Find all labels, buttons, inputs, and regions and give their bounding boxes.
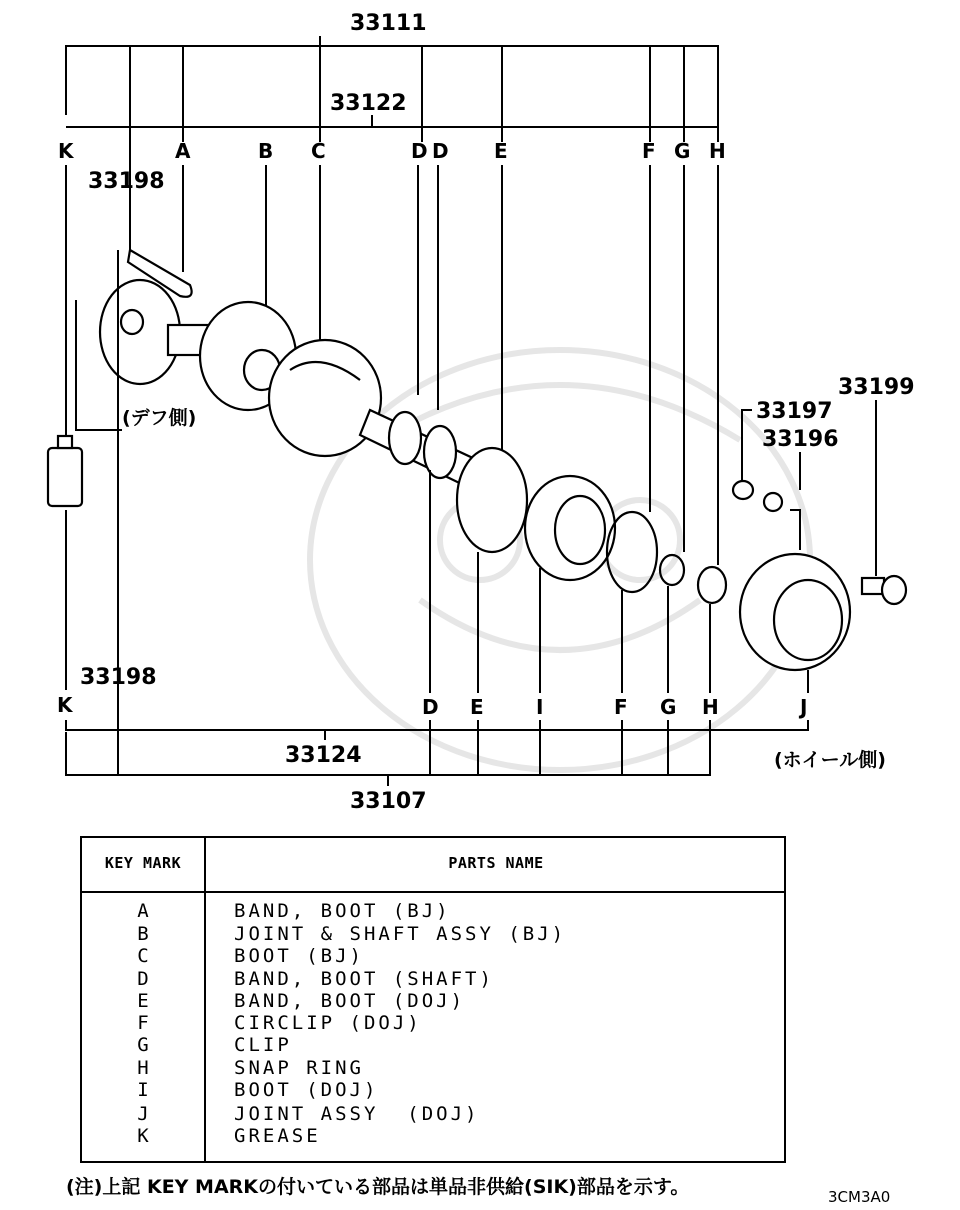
part-number-33196: 33196 xyxy=(762,427,839,452)
key-letter-d2-top: D xyxy=(432,139,449,163)
table-row xyxy=(82,900,784,922)
key-mark-header: KEY MARK xyxy=(104,854,182,872)
table-row xyxy=(82,1103,784,1125)
key-cell: D xyxy=(137,968,149,990)
table-row xyxy=(82,1012,784,1034)
name-cell: SNAP RING xyxy=(234,1057,364,1079)
key-cell: F xyxy=(137,1012,149,1034)
band-d1 xyxy=(389,412,421,464)
bolt-33199-head xyxy=(882,576,906,604)
key-letter-g-bottom: G xyxy=(660,695,677,719)
key-letter-k-top: K xyxy=(58,139,74,163)
key-cell: E xyxy=(137,990,149,1012)
part-number-33198-diff: 33198 xyxy=(88,169,165,194)
part-number-33197: 33197 xyxy=(756,399,833,424)
bracket-33107 xyxy=(66,732,710,786)
part-number-33124: 33124 xyxy=(285,743,362,768)
figure-code: 3CM3A0 xyxy=(828,1188,891,1206)
table-row xyxy=(82,1079,784,1101)
table-row xyxy=(82,1034,784,1056)
bottom-key-letters xyxy=(57,693,807,719)
table-row xyxy=(82,968,784,990)
bolt-33199-shank xyxy=(862,578,884,594)
bracket-33111 xyxy=(66,36,718,250)
name-cell: BAND, BOOT (BJ) xyxy=(234,900,451,922)
key-letter-d-bottom: D xyxy=(422,695,439,719)
table-row xyxy=(82,945,784,967)
key-letter-f-top: F xyxy=(642,139,656,163)
name-cell: JOINT ASSY (DOJ) xyxy=(234,1103,480,1125)
band-e xyxy=(457,448,527,552)
name-cell: CLIP xyxy=(234,1034,292,1056)
joint-j xyxy=(740,554,850,670)
diff-side-label: (デフ側) xyxy=(122,407,197,429)
key-letter-c-top: C xyxy=(311,139,326,163)
part-number-33199: 33199 xyxy=(838,375,915,400)
bracket-33122 xyxy=(66,115,718,127)
parts-name-header: PARTS NAME xyxy=(448,854,544,872)
table-row xyxy=(82,990,784,1012)
bracket-33124 xyxy=(66,720,808,775)
table-row xyxy=(82,923,784,945)
diff-side-group xyxy=(48,250,850,670)
part-number-33198-grease: 33198 xyxy=(80,665,157,690)
part-number-33111: 33111 xyxy=(350,11,427,36)
key-letter-h-top: H xyxy=(709,139,726,163)
band-d2 xyxy=(424,426,456,478)
key-letter-e-top: E xyxy=(494,139,508,163)
key-letter-b-top: B xyxy=(258,139,274,163)
name-cell: BOOT (DOJ) xyxy=(234,1079,379,1101)
footnote: (注)上記 KEY MARKの付いている部品は単品非供給(SIK)部品を示す。 xyxy=(66,1176,690,1198)
key-letter-i-bottom: I xyxy=(536,695,544,719)
boot-c xyxy=(269,340,381,456)
nut-33197 xyxy=(733,481,753,499)
key-cell: I xyxy=(137,1079,149,1101)
table-header-divider xyxy=(82,891,784,893)
name-cell: GREASE xyxy=(234,1125,321,1147)
top-key-letters xyxy=(58,139,726,163)
name-cell: BAND, BOOT (SHAFT) xyxy=(234,968,494,990)
washer-33196 xyxy=(764,493,782,511)
table-row xyxy=(82,1125,784,1147)
grease-nozzle xyxy=(58,436,72,448)
key-letter-a-top: A xyxy=(175,139,191,163)
key-cell: C xyxy=(137,945,149,967)
snap-ring-h xyxy=(698,567,726,603)
table-row xyxy=(82,1057,784,1079)
part-number-33107: 33107 xyxy=(350,789,427,814)
key-cell: G xyxy=(137,1034,149,1056)
name-cell: BOOT (BJ) xyxy=(234,945,364,967)
name-cell: BAND, BOOT (DOJ) xyxy=(234,990,466,1012)
name-cell: JOINT & SHAFT ASSY (BJ) xyxy=(234,923,567,945)
key-letter-g-top: G xyxy=(674,139,691,163)
key-cell: J xyxy=(137,1103,149,1125)
key-letter-h-bottom: H xyxy=(702,695,719,719)
key-letter-e-bottom: E xyxy=(470,695,484,719)
key-letter-k-bottom: K xyxy=(57,693,73,717)
key-cell: A xyxy=(137,900,149,922)
key-cell: B xyxy=(137,923,149,945)
wheel-side-label: (ホイール側) xyxy=(774,749,886,771)
part-number-33122: 33122 xyxy=(330,91,407,116)
parts-table xyxy=(80,836,786,1163)
key-letter-d1-top: D xyxy=(411,139,428,163)
key-cell: H xyxy=(137,1057,149,1079)
name-cell: CIRCLIP (DOJ) xyxy=(234,1012,422,1034)
key-letter-j-bottom: J xyxy=(800,695,808,719)
key-letter-f-bottom: F xyxy=(614,695,628,719)
key-cell: K xyxy=(137,1125,149,1147)
boot-i xyxy=(525,476,615,580)
grease-tube xyxy=(48,448,82,506)
